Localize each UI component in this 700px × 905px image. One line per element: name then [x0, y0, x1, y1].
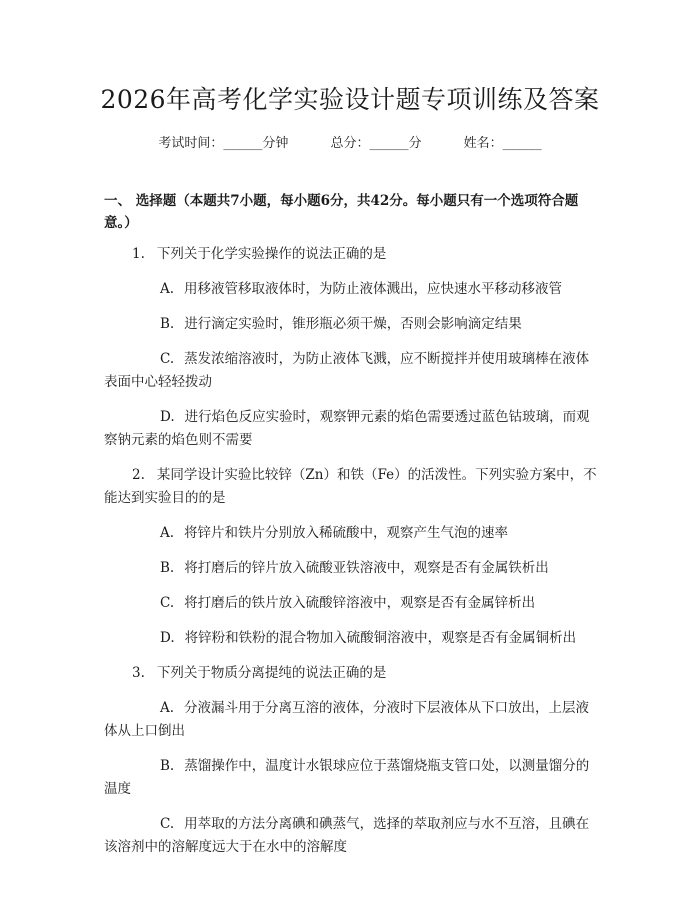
option-letter: A. [160, 700, 175, 716]
option-letter: B. [160, 560, 175, 576]
option-letter: D. [160, 630, 175, 646]
option-item [104, 627, 598, 650]
option-item [104, 755, 598, 801]
option-text: 蒸发浓缩溶液时，为防止液体飞溅，应不断搅拌并使用玻璃棒在液体表面中心轻轻拨动 [104, 351, 590, 390]
question-stem [104, 243, 598, 266]
page-title: 2026年高考化学实验设计题专项训练及答案 [100, 85, 600, 114]
student-name-field: 姓名：______ [463, 136, 542, 151]
option-letter: C. [160, 595, 175, 611]
exam-meta [0, 132, 700, 151]
option-letter: B. [160, 316, 175, 332]
option-item [104, 278, 598, 301]
option-letter: C. [160, 351, 175, 367]
option-item [104, 313, 598, 336]
option-item [104, 406, 598, 452]
question-stem [104, 662, 598, 685]
question-text: 某同学设计实验比较锌（Zn）和铁（Fe）的活泼性。下列实验方案中，不能达到实验目的的是 [104, 467, 597, 506]
option-letter: A. [160, 281, 175, 297]
option-text: 分液漏斗用于分离互溶的液体，分液时下层液体从下口放出，上层液体从上口倒出 [104, 700, 590, 739]
option-item [104, 697, 598, 743]
option-item [104, 813, 598, 859]
option-text: 将锌片和铁片分别放入稀硫酸中，观察产生气泡的速率 [184, 525, 509, 541]
option-text: 蒸馏操作中，温度计水银球应位于蒸馏烧瓶支管口处，以测量馏分的温度 [104, 758, 590, 797]
question-number: 3. [132, 665, 145, 681]
option-letter: A. [160, 525, 175, 541]
option-text: 将打磨后的铁片放入硫酸锌溶液中，观察是否有金属锌析出 [184, 595, 536, 611]
option-item [104, 557, 598, 580]
question-text: 下列关于物质分离提纯的说法正确的是 [156, 665, 387, 681]
option-text: 用移液管移取液体时，为防止液体溅出，应快速水平移动移液管 [184, 281, 563, 297]
option-text: 将打磨后的锌片放入硫酸亚铁溶液中，观察是否有金属铁析出 [184, 560, 549, 576]
option-item [104, 522, 598, 545]
question-number: 1. [132, 246, 145, 262]
option-item [104, 348, 598, 394]
option-text: 将锌粉和铁粉的混合物加入硫酸铜溶液中，观察是否有金属铜析出 [184, 630, 577, 646]
option-letter: B. [160, 758, 175, 774]
question-number: 2. [132, 467, 145, 483]
exam-time-field: 考试时间：______分钟 [158, 136, 289, 151]
question-stem [104, 464, 598, 510]
option-text: 进行焰色反应实验时，观察钾元素的焰色需要透过蓝色钴玻璃，而观察钠元素的焰色则不需要 [104, 409, 590, 448]
total-score-field: 总分：______分 [330, 136, 422, 151]
question-text: 下列关于化学实验操作的说法正确的是 [156, 246, 387, 262]
option-text: 用萃取的方法分离碘和碘蒸气，选择的萃取剂应与水不互溶，且碘在该溶剂中的溶解度远大于在水中的溶解度 [104, 816, 590, 855]
option-text: 进行滴定实验时，锥形瓶必须干燥，否则会影响滴定结果 [184, 316, 522, 332]
question-list [104, 243, 598, 871]
option-letter: D. [160, 409, 175, 425]
option-letter: C. [160, 816, 175, 832]
section-heading: 一、 选择题（本题共7小题，每小题6分，共42分。每小题只有一个选项符合题意。） [104, 193, 579, 231]
option-item [104, 592, 598, 615]
